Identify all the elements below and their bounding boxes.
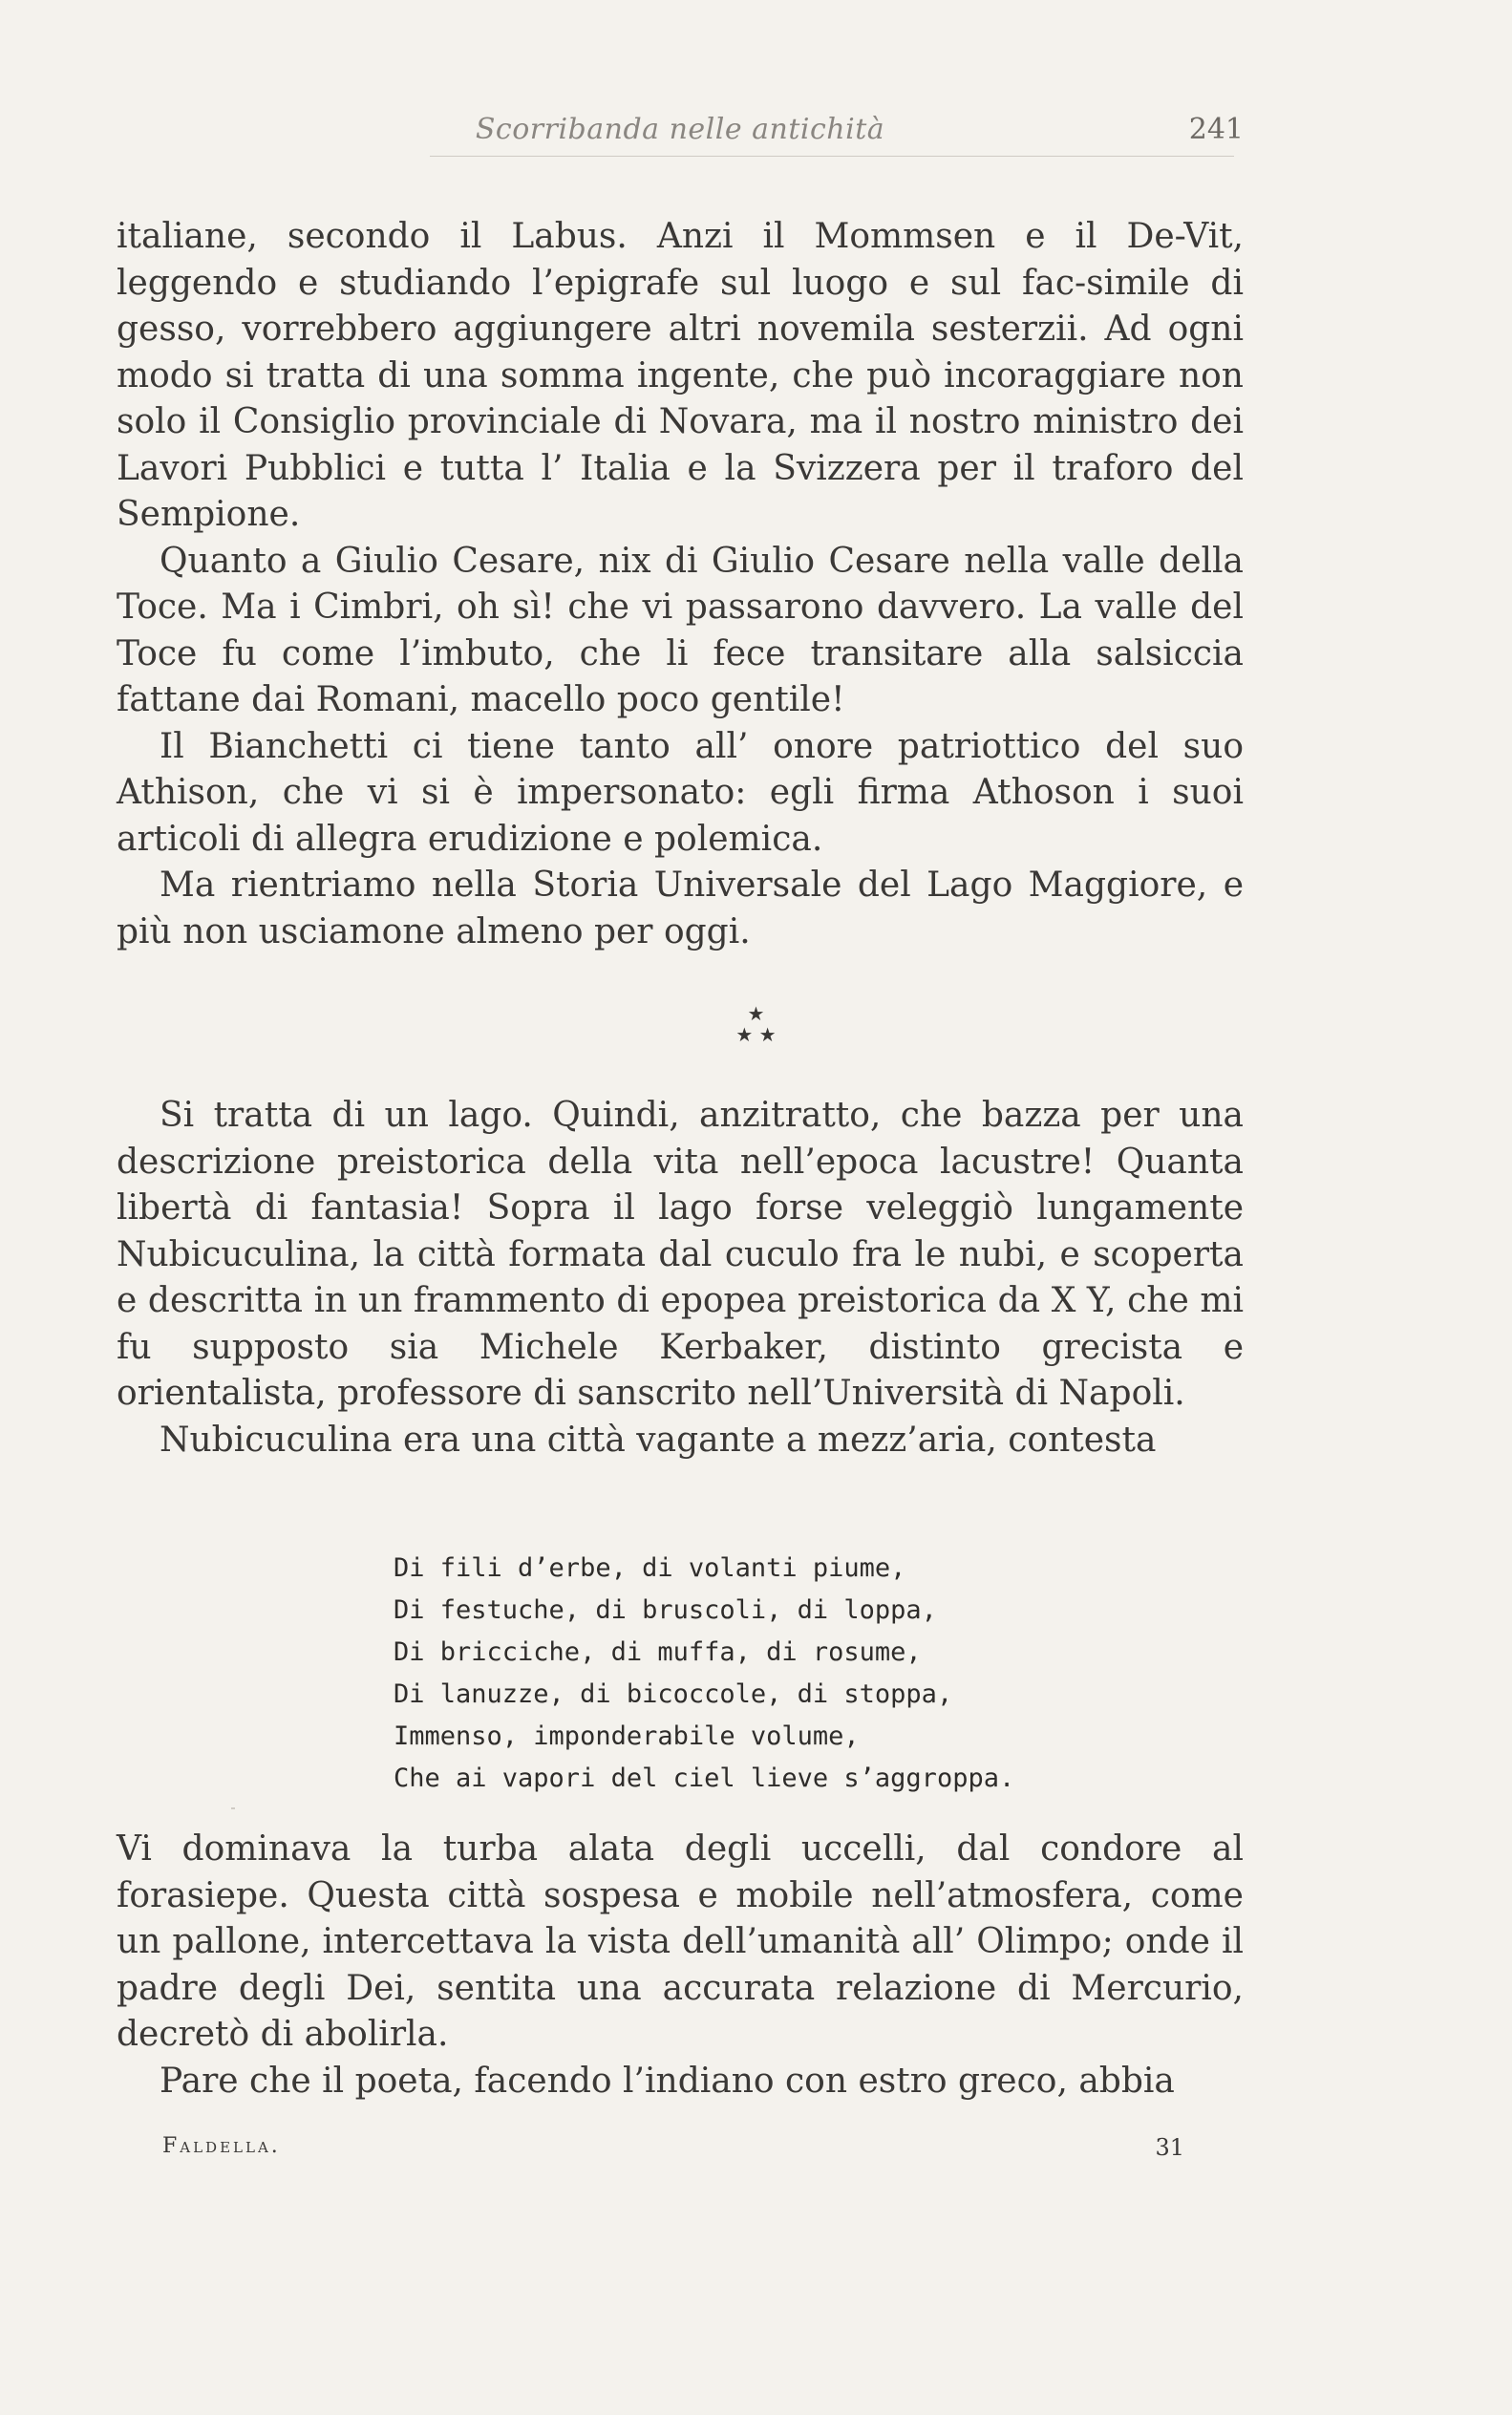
paragraph: Si tratta di un lago. Quindi, anzitratto, che bazza per una descrizione preistorica della vita nell’epoca lacustre! Quanta libertà di fantasia! Sopra il lago forse veleggiò lungamente Nubicuculina, la città formata dal cuculo fra le nubi, e scoperta e descritta in un frammento di epopea preistorica da X Y, che mi fu supposto sia Michele Kerbaker, distinto grecista e orientalista, professore di sanscrito nell’Università di Napoli.	[117, 1096, 1244, 1413]
header-rule	[430, 156, 1234, 157]
running-head	[117, 113, 1244, 151]
stray-mark	[231, 1807, 235, 1809]
page-footer	[162, 2134, 1184, 2172]
text-block-bottom	[117, 1827, 1244, 2105]
verse-line: Di fili d’erbe, di volanti piume,	[394, 1553, 906, 1583]
verse-line: Di bricciche, di muffa, di rosume,	[394, 1637, 922, 1667]
paragraph: Vi dominava la turba alata degli uccelli, dal condore al forasiepe. Questa città sospesa e mobile nell’atmosfera, come un pallone, intercettava la vista dell’umanità all’ Olimpo; onde il padre degli Dei, sentita una accurata relazione di Mercurio, decretò di abolirla.	[117, 1829, 1244, 2054]
page-number: 241	[1188, 113, 1244, 146]
verse-line: Immenso, imponderabile volume,	[394, 1721, 860, 1751]
verse-line: Che ai vapori del ciel lieve s’aggroppa.	[394, 1763, 1015, 1793]
paragraph: Ma rientriamo nella Storia Universale del Lago Maggiore, e più non usciamone almeno per oggi.	[117, 866, 1244, 951]
running-title: Scorribanda nelle antichità	[475, 113, 885, 146]
paragraph: italiane, secondo il Labus. Anzi il Mommsen e il De-Vit, leggendo e studiando l’epigrafe sul luogo e sul fac-simile di gesso, vorrebbero aggiungere altri novemila sesterzii. Ad ogni modo si tratta di una somma ingente, che può incoraggiare non solo il Consiglio provinciale di Novara, ma il nostro ministro dei Lavori Pubblici e tutta l’ Italia e la Svizzera per il traforo del Sempione.	[117, 217, 1244, 534]
printer-signature: Faldella.	[162, 2134, 281, 2158]
text-block-top	[117, 214, 1244, 955]
paragraph: Nubicuculina era una città vagante a mezz’aria, contesta	[160, 1420, 1157, 1460]
asterism-bottom-stars: ★ ★	[735, 1023, 777, 1046]
verse-quotation	[394, 1548, 1062, 1800]
paragraph: Quanto a Giulio Cesare, nix di Giulio Cesare nella valle della Toce. Ma i Cimbri, oh sì! che vi passarono davvero. La valle del Toce fu come l’imbuto, che li fece transitare alla salsiccia fattane dai Romani, macello poco gentile!	[117, 541, 1244, 719]
asterism-top-star: ★	[747, 1002, 765, 1025]
paragraph: Pare che il poeta, facendo l’indiano con estro greco, abbia	[160, 2061, 1175, 2101]
section-break-asterism	[0, 1003, 1512, 1045]
verse-line: Di lanuzze, di bicoccole, di stoppa,	[394, 1679, 953, 1709]
verse-line: Di festuche, di bruscoli, di loppa,	[394, 1595, 937, 1625]
signature-mark: 31	[1155, 2134, 1184, 2161]
text-block-middle	[117, 1093, 1244, 1464]
paragraph: Il Bianchetti ci tiene tanto all’ onore patriottico del suo Athison, che vi si è impersonato: egli firma Athoson i suoi articoli di allegra erudizione e polemica.	[117, 726, 1244, 859]
